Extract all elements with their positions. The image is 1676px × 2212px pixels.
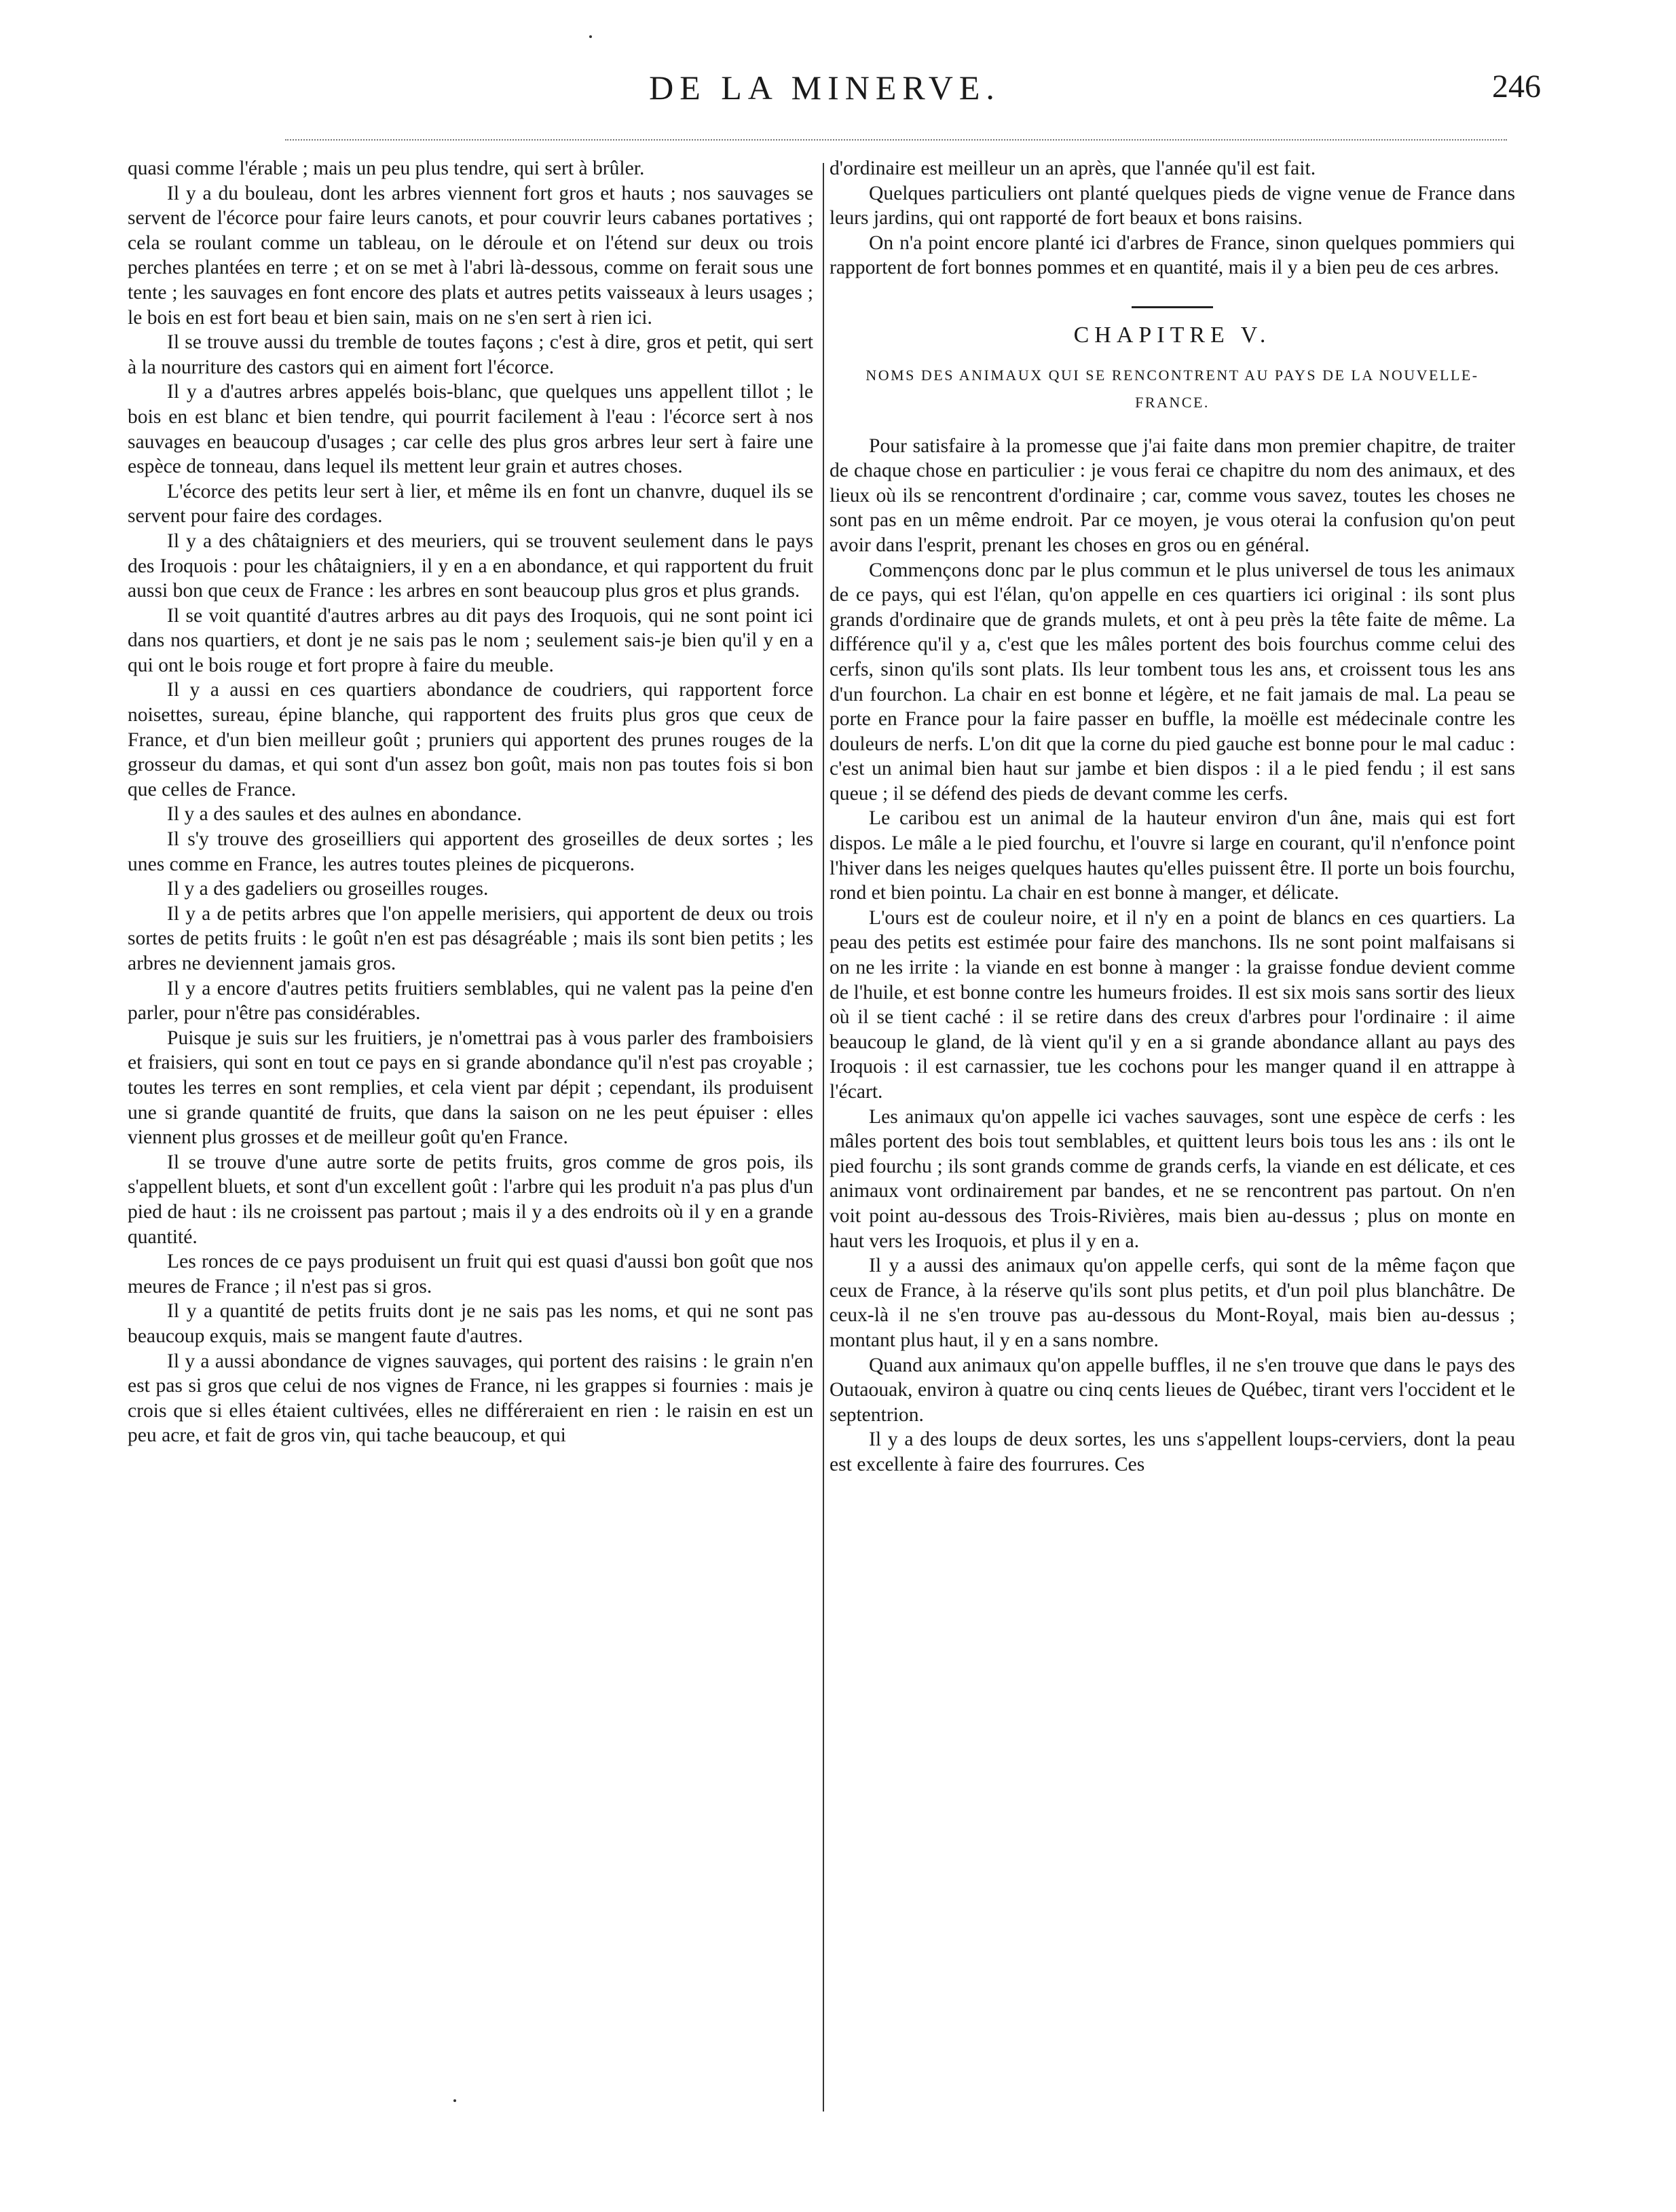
paragraph: Commençons donc par le plus commun et le plus universel de tous les animaux de ce pays, qui est l'élan, qu'on appelle en ces quartiers ici original : ils sont plus grands d'ordinaire que de grands mulets, et ont à peu près la tête faite de même. La différence qu'il y a, c'est que les mâles portent des bois fourchus comme celui des cerfs, sinon qu'ils sont plats. Ils leur tombent tous les ans, et croissent tous les ans d'un fourchon. La chair en est bonne et légère, et ne fait jamais de mal. La peau se porte en France pour la faire passer en buffle, la moëlle est médecinale contre les douleurs de nerfs. L'on dit que la corne du pied gauche est bonne pour le mal caduc : c'est un animal bien haut sur jambe et bien dispos : il a le pied fendu ; il est sans queue ; il se défend des pieds de devant comme les cerfs. bbox=[830, 559, 1515, 805]
paragraph: Les animaux qu'on appelle ici vaches sauvages, sont une espèce de cerfs : les mâles portent des bois tout semblables, et quittent leurs bois tous les ans : ils ont le pied fourchu ; ils sont grands comme de grands cerfs, la viande en est délicate, et ces animaux vont ordinairement par bandes, et ne se rencontrent pas partout. On n'en voit point au-dessous des Trois-Rivières, mais bien au-dessus ; plus on monte en haut vers les Iroquois, et plus il y en a. bbox=[830, 1105, 1515, 1252]
column-divider bbox=[823, 163, 824, 2112]
header-rule bbox=[285, 139, 1507, 141]
paragraph: Quelques particuliers ont planté quelques pieds de vigne venue de France dans leurs jardins, qui ont rapporté de fort beaux et bons raisins. bbox=[830, 182, 1515, 229]
page-number: 246 bbox=[1492, 69, 1541, 105]
paragraph: Quand aux animaux qu'on appelle buffles, il ne s'en trouve que dans le pays des Outaouak, environ à quatre ou cinq cents lieues de Québec, tirant vers l'occident et le septentrion. bbox=[830, 1354, 1515, 1426]
running-title: DE LA MINERVE. bbox=[649, 69, 1001, 107]
paragraph: Il y a des loups de deux sortes, les uns s'appellent loups-cerviers, dont la peau est excellente à faire des fourrures. Ces bbox=[830, 1428, 1515, 1475]
paragraph: Il y a des saules et des aulnes en abondance. bbox=[167, 803, 522, 826]
paragraph: Il y a d'autres arbres appelés bois-blanc, que quelques uns appellent tillot ; le bois en est blanc et bien tendre, qui pourrit facilement à l'eau : l'écorce sert à nos sauvages en beaucoup d'usages ; car celle des plus gros arbres leur sert à faire une espèce de tonneau, dans lequel ils mettent leur grain et autres choses. bbox=[128, 381, 813, 478]
paragraph: L'ours est de couleur noire, et il n'y en a point de blancs en ces quartiers. La peau des petits est estimée pour faire des manchons. Ils ne sont point malfaisans si on ne les irrite : la viande en est bonne à manger : la graisse fondue devient comme de l'huile, et est bonne contre les humeurs froides. Il est six mois sans sortir des lieux où il se tient caché : il se retire dans des creux d'arbres pour l'ordinaire : il aime beaucoup le gland, de là vient qu'il y en a si grande abondance allant au pays des Iroquois : il est carnassier, tue les cochons pour les manger quand il en attrappe à l'écart. bbox=[830, 906, 1515, 1103]
paragraph: d'ordinaire est meilleur un an après, que l'année qu'il est fait. bbox=[830, 158, 1316, 179]
paragraph: On n'a point encore planté ici d'arbres de France, sinon quelques pommiers qui rapportent de fort bonnes pommes et en quantité, mais il y a bien peu de ces arbres. bbox=[830, 232, 1515, 279]
paragraph: Il y a encore d'autres petits fruitiers semblables, qui ne valent pas la peine d'en parler, pour n'être pas considérables. bbox=[128, 977, 813, 1025]
chapter-subtitle: NOMS DES ANIMAUX QUI SE RENCONTRENT AU PAYS DE LA NOUVELLE-FRANCE. bbox=[865, 366, 1479, 411]
paragraph: quasi comme l'érable ; mais un peu plus tendre, qui sert à brûler. bbox=[128, 158, 645, 179]
paragraph: Les ronces de ce pays produisent un fruit qui est quasi d'aussi bon goût que nos meures de France ; il n'est pas si gros. bbox=[128, 1251, 813, 1297]
paragraph: Il se trouve aussi du tremble de toutes façons ; c'est à dire, gros et petit, qui sert à la nourriture des castors qui en aiment fort l'écorce. bbox=[128, 331, 813, 378]
paragraph: Le caribou est un animal de la hauteur environ d'un âne, mais qui est fort dispos. Le mâle a le pied fourchu, et l'ouvre si large en courant, qu'il n'enfonce point l'hiver dans les neiges quelques hautes qu'elles puissent être. Il porte un bois fourchu, rond et bien pointu. La chair en est bonne à manger, et délicate. bbox=[830, 807, 1515, 904]
paragraph: Il y a de petits arbres que l'on appelle merisiers, qui apportent de deux ou trois sortes de petits fruits : le goût n'en est pas désagréable ; mais ils sont bien petits ; les arbres ne deviennent jamais gros. bbox=[128, 902, 813, 974]
paragraph: Il y a du bouleau, dont les arbres viennent fort gros et hauts ; nos sauvages se servent de l'écorce pour faire leurs canots, et pour couvrir leurs cabanes portatives ; cela se roulant comme un tableau, on le déroule et on l'étend sur deux ou trois perches plantées en terre ; et on se met à l'abri là-dessous, comme on ferait sous une tente ; les sauvages en font encore des plats et autres petits vaisseaux à leurs usages ; le bois en est fort beau et bien sain, mais on ne s'en sert à rien ici. bbox=[128, 182, 813, 329]
paragraph: L'écorce des petits leur sert à lier, et même ils en font un chanvre, duquel ils se servent pour faire des cordages. bbox=[128, 480, 813, 528]
chapter-title: CHAPITRE V. bbox=[1073, 322, 1271, 348]
paragraph: Il se voit quantité d'autres arbres au dit pays des Iroquois, qui ne sont point ici dans nos quartiers, et dont je ne sais pas le nom ; seulement sais-je bien qu'il y en a qui ont le bois rouge et fort propre à faire du meuble. bbox=[128, 604, 813, 676]
paragraph: Pour satisfaire à la promesse que j'ai faite dans mon premier chapitre, de traiter de chaque chose en particulier : je vous ferai ce chapitre du nom des animaux, et des lieux où ils se rencontrent d'ordinaire ; car, comme vous savez, toutes les choses ne sont pas en un même endroit. Par ce moyen, je vous oterai la confusion qu'on peut avoir dans l'esprit, prenant les choses en gros ou en général. bbox=[830, 435, 1515, 556]
paragraph: Il y a des châtaigniers et des meuriers, qui se trouvent seulement dans le pays des Iroquois : pour les châtaigniers, il y en a en abondance, et qui rapportent du fruit aussi bon que ceux de France : les arbres en sont beaucoup plus gros et plus grands. bbox=[128, 530, 813, 602]
speck-top bbox=[589, 35, 592, 38]
chapter-rule bbox=[1132, 306, 1213, 308]
paragraph: Il y a aussi en ces quartiers abondance de coudriers, qui rapportent force noisettes, sureau, épine blanche, qui rapportent des fruits plus gros que ceux de France, et d'un bien meilleur goût ; pruniers qui apportent des prunes rouges de la grosseur du damas, et qui sont d'un assez bon goût, mais non pas toutes fois si bon que celles de France. bbox=[128, 679, 813, 800]
paragraph: Il y a quantité de petits fruits dont je ne sais pas les noms, et qui ne sont pas beaucoup exquis, mais se mangent faute d'autres. bbox=[128, 1300, 813, 1347]
paragraph: Il y a aussi abondance de vignes sauvages, qui portent des raisins : le grain n'en est pas si gros que celui de nos vignes de France, ni les grappes si fournies : mais je crois que si elles étaient cultivées, elles ne différeraient en rien : le raisin en est un peu acre, et fait de gros vin, qui tache beaucoup, et qui bbox=[128, 1350, 813, 1447]
paragraph: Puisque je suis sur les fruitiers, je n'omettrai pas à vous parler des framboisiers et fraisiers, qui sont en tout ce pays en si grande abondance qu'il n'est pas croyable ; toutes les terres en sont remplies, et cela vient par dépit ; cependant, ils produisent une si grande quantité de fruits, que dans la saison on ne les peut épuiser : elles viennent plus grosses et de meilleur goût qu'en France. bbox=[128, 1027, 813, 1149]
paragraph: Il y a des gadeliers ou groseilles rouges. bbox=[167, 878, 489, 900]
paragraph: Il y a aussi des animaux qu'on appelle cerfs, qui sont de la même façon que ceux de France, à la réserve qu'ils sont plus petits, et d'un poil plus blanchâtre. De ceux-là il ne s'en trouve pas au-dessous du Mont-Royal, mais bien au-dessus ; montant plus haut, il y en a sans nombre. bbox=[830, 1255, 1515, 1351]
running-head bbox=[109, 68, 1541, 122]
paragraph: Il se trouve d'une autre sorte de petits fruits, gros comme de gros pois, ils s'appellent bluets, et sont d'un excellent goût : l'arbre qui les produit n'a pas plus d'un pied de haut : ils ne croissent pas partout ; mais il y a des endroits où il y en a grande quantité. bbox=[128, 1151, 813, 1248]
right-column bbox=[830, 156, 1515, 1477]
speck-bottom bbox=[453, 2099, 456, 2102]
paragraph: Il s'y trouve des groseilliers qui apportent des groseilles de deux sortes ; les unes comme en France, les autres toutes pleines de picquerons. bbox=[128, 828, 813, 875]
left-column bbox=[128, 156, 813, 1448]
